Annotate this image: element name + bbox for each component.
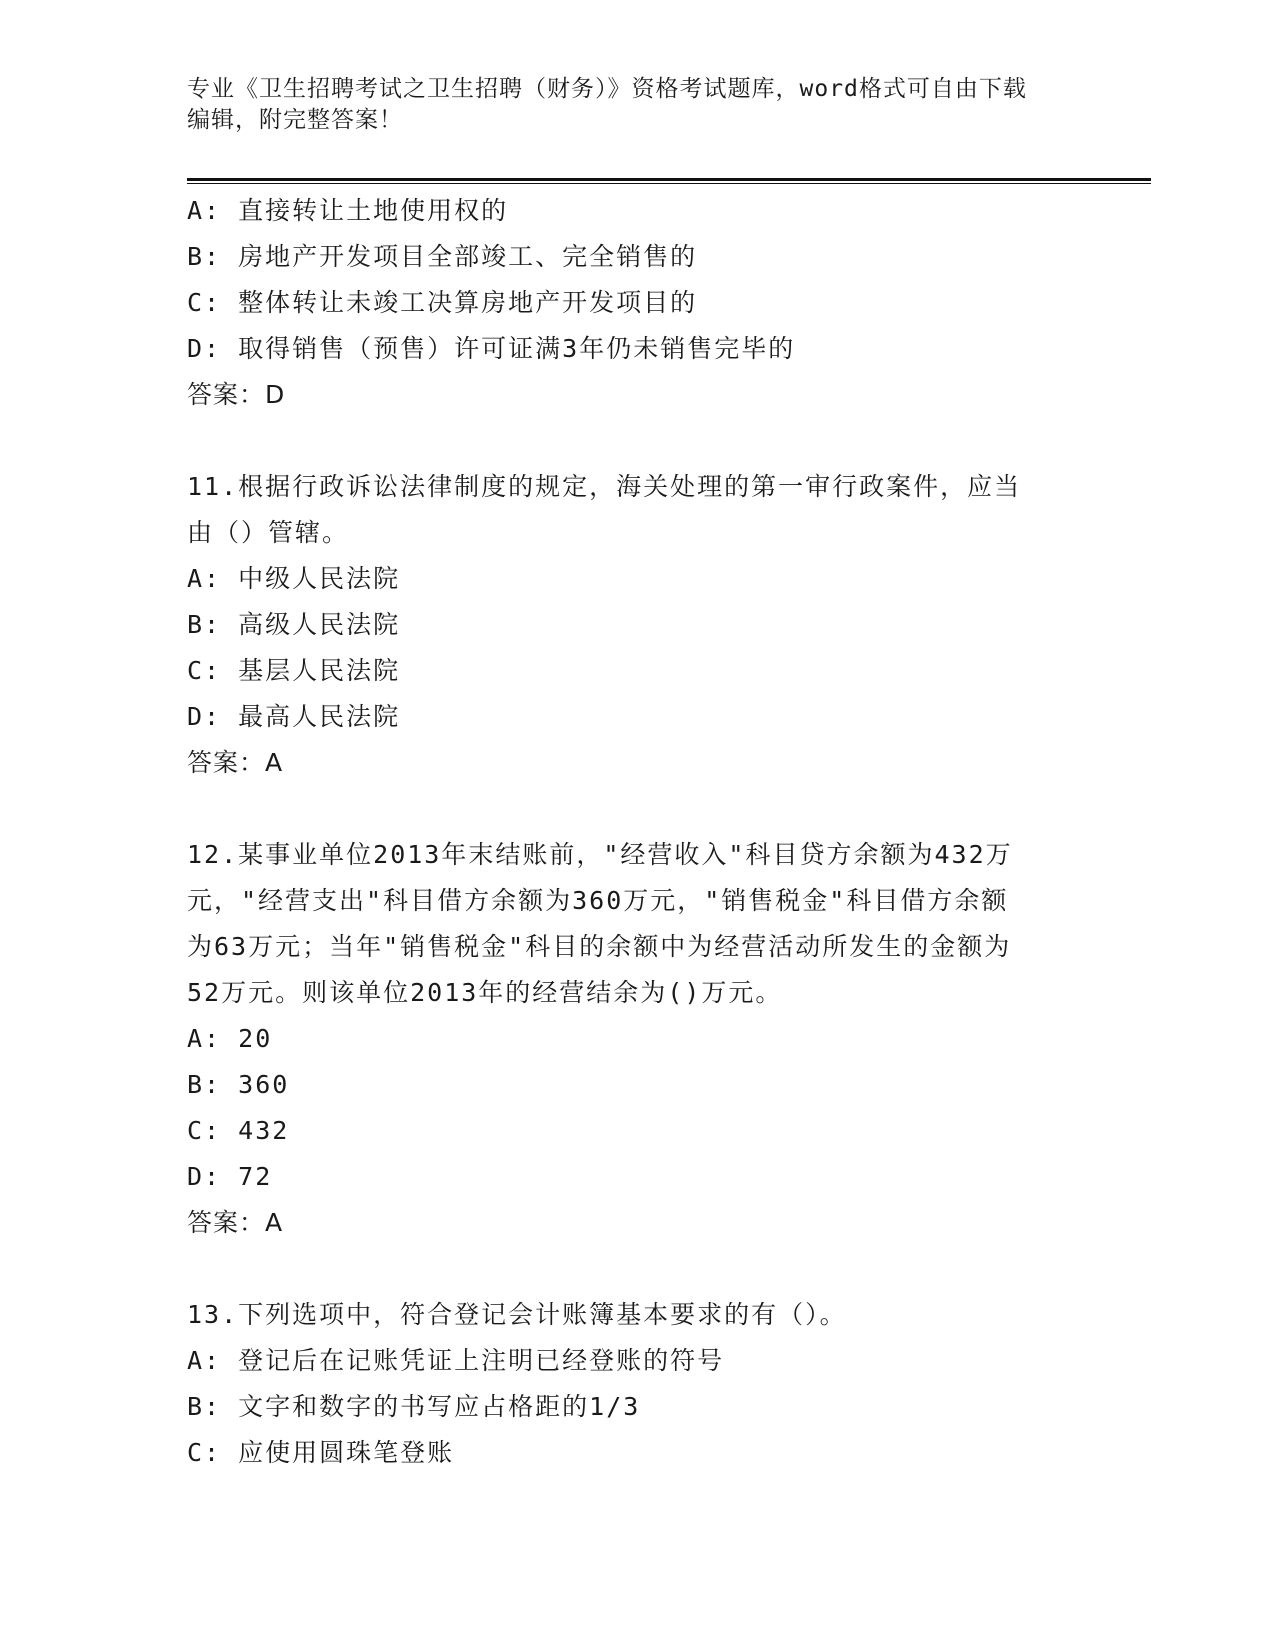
spacer: [187, 786, 1087, 832]
question-stem-line: 11.根据行政诉讼法律制度的规定，海关处理的第一审行政案件，应当: [187, 472, 1022, 501]
question-11: [187, 464, 1087, 786]
divider-thick: [187, 178, 1151, 181]
header-line-1: 专业《卫生招聘考试之卫生招聘（财务）》资格考试题库，word格式可自由下载: [187, 76, 1027, 102]
option-a: A: 登记后在记账凭证上注明已经登账的符号: [187, 1346, 725, 1375]
document-header: [187, 74, 1067, 136]
answer: 答案：A: [187, 1208, 284, 1237]
option-d: D: 最高人民法院: [187, 702, 401, 731]
option-c: C: 整体转让未竣工决算房地产开发项目的: [187, 288, 698, 317]
question-stem-line: 12.某事业单位2013年末结账前，"经营收入"科目贷方余额为432万: [187, 840, 1013, 869]
answer: 答案：D: [187, 380, 286, 409]
question-stem-line: 13.下列选项中，符合登记会计账簿基本要求的有（）。: [187, 1300, 847, 1329]
question-stem-line: 由（）管辖。: [187, 518, 350, 547]
divider-thin: [187, 183, 1151, 184]
option-d: D: 72: [187, 1162, 273, 1191]
answer: 答案：A: [187, 748, 284, 777]
option-b: B: 文字和数字的书写应占格距的1/3: [187, 1392, 641, 1421]
option-d: D: 取得销售（预售）许可证满3年仍未销售完毕的: [187, 334, 796, 363]
question-13: [187, 1292, 1087, 1476]
question-12: [187, 832, 1087, 1246]
option-c: C: 基层人民法院: [187, 656, 401, 685]
question-stem-line: 为63万元；当年"销售税金"科目的余额中为经营活动所发生的金额为: [187, 932, 1012, 961]
question-content: [187, 188, 1087, 1476]
option-a: A: 中级人民法院: [187, 564, 401, 593]
option-b: B: 房地产开发项目全部竣工、完全销售的: [187, 242, 698, 271]
spacer: [187, 418, 1087, 464]
option-c: C: 应使用圆珠笔登账: [187, 1438, 455, 1467]
option-c: C: 432: [187, 1116, 290, 1145]
header-line-2: 编辑，附完整答案！: [187, 107, 403, 133]
question-stem-line: 元，"经营支出"科目借方余额为360万元，"销售税金"科目借方余额: [187, 886, 1009, 915]
option-a: A: 20: [187, 1024, 273, 1053]
option-b: B: 高级人民法院: [187, 610, 401, 639]
question-10: [187, 188, 1087, 418]
option-b: B: 360: [187, 1070, 290, 1099]
spacer: [187, 1246, 1087, 1292]
header-divider: [187, 178, 1151, 184]
option-a: A: 直接转让土地使用权的: [187, 196, 509, 225]
question-stem-line: 52万元。则该单位2013年的经营结余为()万元。: [187, 978, 783, 1007]
